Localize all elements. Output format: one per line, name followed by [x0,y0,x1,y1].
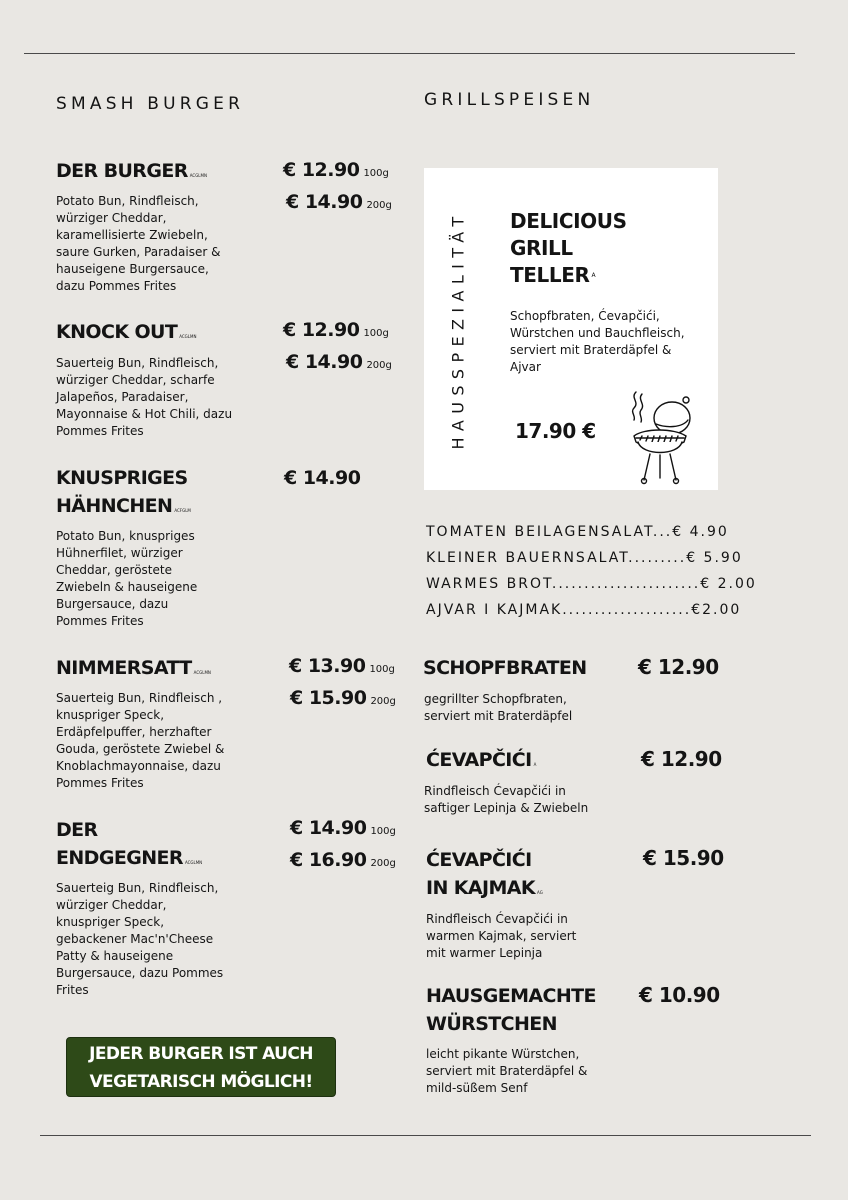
item-name-line1: KNUSPRIGES [56,467,188,489]
menu-item-title [426,846,543,907]
badge-line1: JEDER BURGER IST AUCH [89,1044,313,1064]
menu-item-title [426,746,536,779]
allergen-codes: A [533,762,537,767]
item-description: leicht pikante Würstchen, serviert mit Braterdäpfel & mild-süßem Senf [426,1047,588,1095]
side-dish-line: AJVAR I KAJMAK....................€2.00 [426,602,742,618]
item-name-line2: IN KAJMAK [426,877,536,899]
price-200g [290,687,396,709]
price-value: € 12.90 [283,319,360,341]
portion-size: 200g [366,200,392,211]
item-description: Sauerteig Bun, Rindfleisch, würziger Cheddar, scharfe Jalapeños, Paradaiser, Mayonnaise & Hot Chili, dazu Pommes Frites [56,356,233,438]
price-value: € 16.90 [290,849,367,871]
portion-size: 100g [363,328,389,339]
item-description: Rindfleisch Ćevapčići in warmen Kajmak, serviert mit warmer Lepinja [426,912,577,960]
price-value: € 13.90 [289,655,366,677]
feature-title-line1: DELICIOUS [510,209,627,233]
price-value: € 14.90 [284,467,361,489]
item-name-line2: ENDGEGNER [56,847,183,869]
price [284,467,360,489]
price-value: € 15.90 [290,687,367,709]
portion-size: 200g [366,360,392,371]
allergen-codes: ACGLMN [193,670,211,675]
item-name: KNOCK OUT [56,321,178,343]
price-value: € 14.90 [290,817,367,839]
item-description: Sauerteig Bun, Rindfleisch, würziger Cheddar, knuspriger Speck, gebackener Mac'n'Cheese Patty & hauseigene Burgersauce, dazu Pommes Frites [56,881,224,997]
item-name-line1: HAUSGEMACHTE [426,985,596,1007]
item-name: NIMMERSATT [56,657,192,679]
menu-item-title: SCHOPFBRATEN [423,657,587,679]
item-name: DER BURGER [56,160,188,182]
menu-item-title [56,464,191,525]
item-name-line1: ĆEVAPČIĆI [426,849,532,871]
price-value: € 14.90 [286,191,363,213]
price-200g [286,191,392,213]
feature-title [510,208,627,289]
feature-title-line2: GRILL [510,236,573,260]
price: € 15.90 [643,846,724,870]
section-title-grillspeisen: GRILLSPEISEN [424,90,595,110]
price-100g [283,319,389,341]
vegetarian-badge [66,1037,336,1097]
item-description: Potato Bun, knuspriges Hühnerfilet, würziger Cheddar, geröstete Zwiebeln & hauseigene Burgersauce, dazu Pommes Frites [56,529,198,628]
item-name-line1: DER [56,819,98,841]
badge-line2: VEGETARISCH MÖGLICH! [89,1072,313,1092]
side-dish-line: KLEINER BAUERNSALAT.........€ 5.90 [426,550,743,566]
portion-size: 100g [370,826,396,837]
menu-item-title [56,654,211,687]
price: € 12.90 [638,655,719,679]
item-description: gegrillter Schopfbraten, serviert mit Braterdäpfel [424,692,573,723]
item-name-line2: WÜRSTCHEN [426,1013,557,1035]
feature-description: Schopfbraten, Ćevapčići, Würstchen und Bauchfleisch, serviert mit Braterdäpfel & Ajvar [510,309,685,374]
price-value: € 14.90 [286,351,363,373]
portion-size: 100g [369,664,395,675]
feature-price: 17.90 € [515,419,596,443]
price-100g [289,655,395,677]
menu-item-title [56,816,202,877]
price-100g [290,817,396,839]
price: € 12.90 [641,747,722,771]
allergen-codes: AG [537,890,543,895]
item-name-line2: HÄHNCHEN [56,495,173,517]
item-description: Sauerteig Bun, Rindfleisch , knuspriger Speck, Erdäpfelpuffer, herzhafter Gouda, geröstete Zwiebel & Knoblachmayonnaise, dazu Pommes Frites [56,691,225,790]
feature-title-line3: TELLER [510,263,590,287]
side-dish-line: TOMATEN BEILAGENSALAT...€ 4.90 [426,524,729,540]
allergen-codes: ACGLMN [189,173,207,178]
allergen-codes: A [591,272,596,279]
price-200g [290,849,396,871]
item-description: Potato Bun, Rindfleisch, würziger Cheddar, karamellisierte Zwiebeln, saure Gurken, Paradaiser & hauseigene Burgersauce, dazu Pommes Frites [56,194,221,293]
section-title-smash-burger: SMASH BURGER [56,94,245,114]
grill-icon [626,390,696,485]
vertical-specialty-label: HAUSSPEZIALITÄT [448,210,468,450]
menu-item-title [426,982,596,1038]
menu-item-title [56,157,207,190]
allergen-codes: ACGLMN [179,334,197,339]
allergen-codes: ACFGLM [174,508,191,513]
portion-size: 200g [370,696,396,707]
side-dish-line: WARMES BROT.......................€ 2.00 [426,576,757,592]
menu-item-title [56,318,196,351]
item-name: ĆEVAPČIĆI [426,749,532,771]
portion-size: 200g [370,858,396,869]
portion-size: 100g [363,168,389,179]
top-divider [24,53,795,54]
bottom-divider [40,1135,811,1136]
item-description: Rindfleisch Ćevapčići in saftiger Lepinja & Zwiebeln [424,784,589,815]
price-100g [283,159,389,181]
price-200g [286,351,392,373]
price: € 10.90 [639,983,720,1007]
price-value: € 12.90 [283,159,360,181]
allergen-codes: ACGLMN [184,860,203,865]
